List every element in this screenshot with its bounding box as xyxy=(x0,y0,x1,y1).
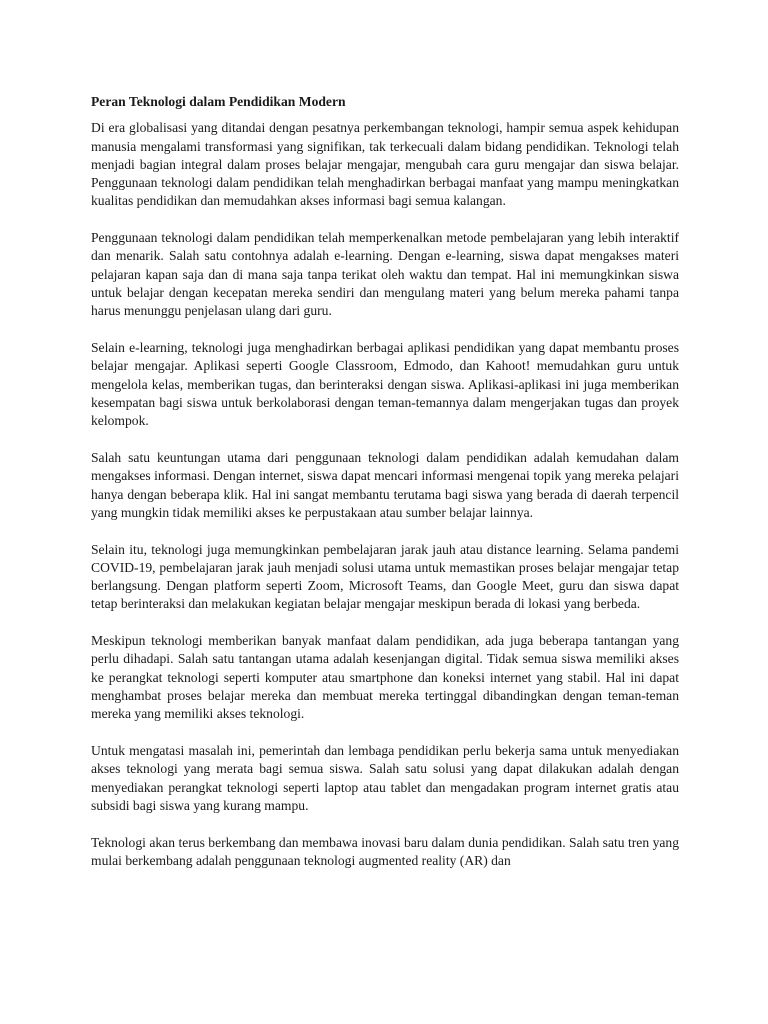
paragraph-1: Di era globalisasi yang ditandai dengan pesatnya perkembangan teknologi, hampir semua aspek kehidupan manusia mengalami transformasi yang signifikan, tak terkecuali dalam bidang pendidikan. Teknologi telah menjadi bagian integral dalam proses belajar mengajar, mengubah cara guru mengajar dan siswa belajar. Penggunaan teknologi dalam pendidikan telah menghadirkan berbagai manfaat yang mampu meningkatkan kualitas pendidikan dan memudahkan akses informasi bagi semua kalangan. xyxy=(91,120,679,209)
paragraph-5: Selain itu, teknologi juga memungkinkan pembelajaran jarak jauh atau distance learning. Selama pandemi COVID-19, pembelajaran jarak jauh menjadi solusi utama untuk memastikan proses belajar mengajar tetap berlangsung. Dengan platform seperti Zoom, Microsoft Teams, dan Google Meet, guru dan siswa dapat tetap berinteraksi dan melakukan kegiatan belajar mengajar meskipun berada di lokasi yang berbeda. xyxy=(91,541,679,612)
paragraph-7: Untuk mengatasi masalah ini, pemerintah dan lembaga pendidikan perlu bekerja sama untuk menyediakan akses teknologi yang merata bagi semua siswa. Salah satu solusi yang dapat dilakukan adalah dengan menyediakan perangkat teknologi seperti laptop atau tablet dan mengadakan program internet gratis atau subsidi bagi siswa yang kurang mampu. xyxy=(91,742,679,813)
document-title: Peran Teknologi dalam Pendidikan Modern xyxy=(91,94,346,109)
document-body xyxy=(91,93,679,870)
paragraph-2: Penggunaan teknologi dalam pendidikan telah memperkenalkan metode pembelajaran yang lebih interaktif dan menarik. Salah satu contohnya adalah e-learning. Dengan e-learning, siswa dapat mengakses materi pelajaran kapan saja dan di mana saja tanpa terikat oleh waktu dan tempat. Hal ini memungkinkan siswa untuk belajar dengan kecepatan mereka sendiri dan mengulang materi yang belum mereka pahami tanpa harus menunggu penjelasan ulang dari guru. xyxy=(91,230,679,319)
paragraph-6: Meskipun teknologi memberikan banyak manfaat dalam pendidikan, ada juga beberapa tantangan yang perlu dihadapi. Salah satu tantangan utama adalah kesenjangan digital. Tidak semua siswa memiliki akses ke perangkat teknologi seperti komputer atau smartphone dan koneksi internet yang stabil. Hal ini dapat menghambat proses belajar mereka dan membuat mereka tertinggal dibandingkan dengan teman-teman mereka yang memiliki akses teknologi. xyxy=(91,633,679,722)
paragraph-4: Salah satu keuntungan utama dari penggunaan teknologi dalam pendidikan adalah kemudahan dalam mengakses informasi. Dengan internet, siswa dapat mencari informasi mengenai topik yang mereka pelajari hanya dengan beberapa klik. Hal ini sangat membantu terutama bagi siswa yang berada di daerah terpencil yang mungkin tidak memiliki akses ke perpustakaan atau sumber belajar lainnya. xyxy=(91,449,679,520)
paragraph-8: Teknologi akan terus berkembang dan membawa inovasi baru dalam dunia pendidikan. Salah satu tren yang mulai berkembang adalah penggunaan teknologi augmented reality (AR) dan xyxy=(91,834,679,868)
paragraph-3: Selain e-learning, teknologi juga menghadirkan berbagai aplikasi pendidikan yang dapat membantu proses belajar mengajar. Aplikasi seperti Google Classroom, Edmodo, dan Kahoot! memudahkan guru untuk mengelola kelas, memberikan tugas, dan berinteraksi dengan siswa. Aplikasi-aplikasi ini juga memberikan kesempatan bagi siswa untuk berkolaborasi dengan teman-temannya dalam mengerjakan tugas dan proyek kelompok. xyxy=(91,340,679,429)
